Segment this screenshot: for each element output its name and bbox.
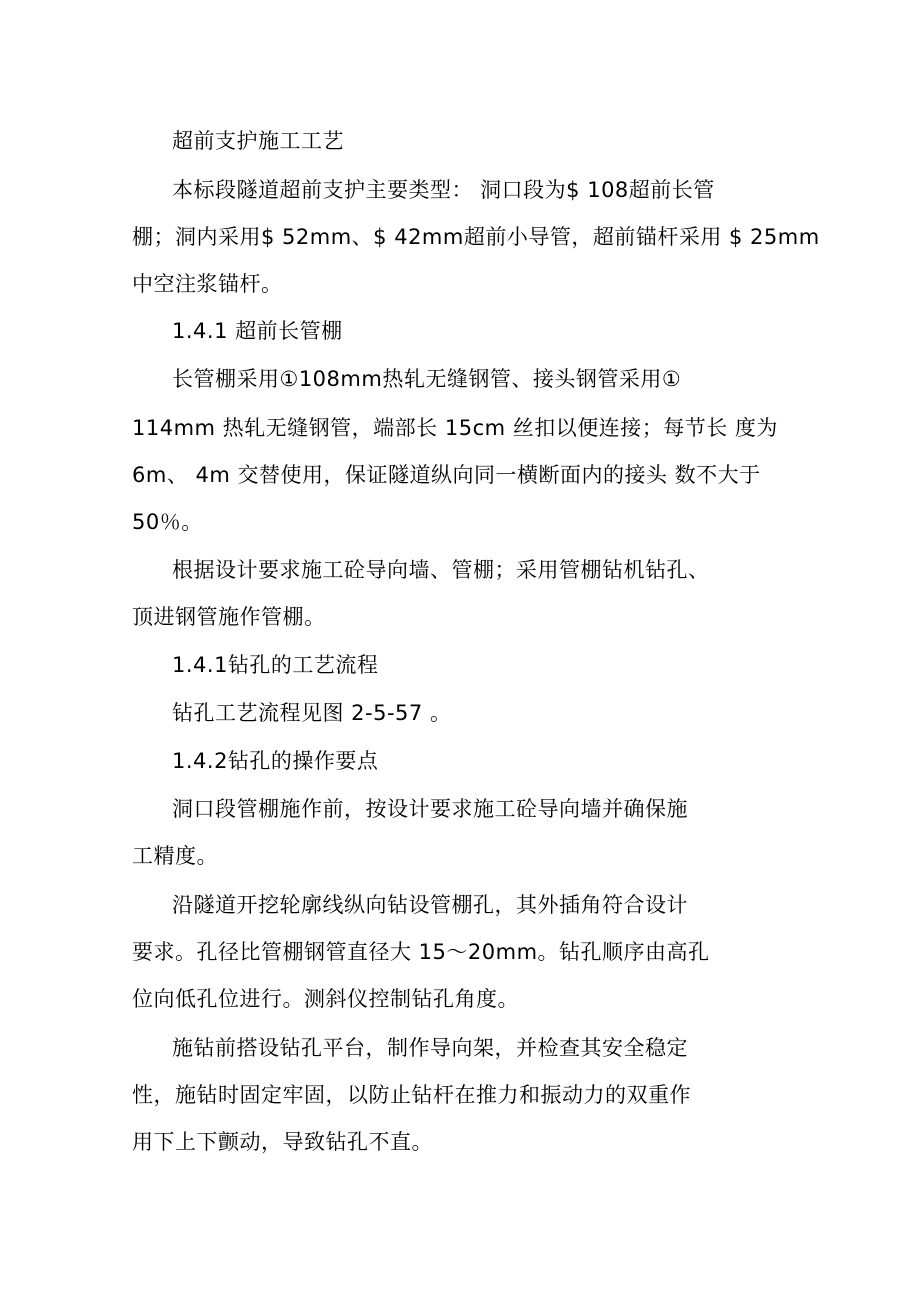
paragraph-line: 沿隧道开挖轮廓线纵向钻设管棚孔，其外插角符合设计	[172, 893, 688, 917]
paragraph-line: 要求。孔径比管棚钢管直径大 15～20mm。钻孔顺序由高孔	[132, 940, 710, 964]
paragraph-line: 顶进钢管施作管棚。	[132, 605, 326, 629]
paragraph-line: 6m、 4m 交替使用，保证隧道纵向同一横断面内的接头 数不大于	[132, 463, 761, 487]
subsection-heading: 1.4.1钻孔的工艺流程	[172, 653, 379, 677]
paragraph-line: 棚；洞内采用$ 52mm、$ 42mm超前小导管，超前锚杆采用 $ 25mm	[132, 225, 820, 249]
paragraph-line: 施钻前搭设钻孔平台，制作导向架，并检查其安全稳定	[172, 1036, 688, 1060]
paragraph-line: 中空注浆锚杆。	[132, 272, 283, 296]
paragraph-line: 用下上下颤动，导致钻孔不直。	[132, 1130, 433, 1154]
paragraph-line: 长管棚采用①108mm热轧无缝钢管、接头钢管采用①	[172, 367, 682, 391]
paragraph-line: 钻孔工艺流程见图 2-5-57 。	[172, 701, 452, 725]
paragraph-line: 洞口段管棚施作前，按设计要求施工砼导向墙并确保施	[172, 797, 688, 821]
paragraph-line: 根据设计要求施工砼导向墙、管棚；采用管棚钻机钻孔、	[172, 558, 710, 582]
paragraph-line: 位向低孔位进行。测斜仪控制钻孔角度。	[132, 987, 519, 1011]
paragraph-line: 本标段隧道超前支护主要类型： 洞口段为$ 108超前长管	[172, 178, 715, 202]
subsection-heading: 1.4.1 超前长管棚	[172, 319, 343, 343]
paragraph-line: 114mm 热轧无缝钢管，端部长 15cm 丝扣以便连接；每节长 度为	[132, 416, 778, 440]
paragraph-line: 50％。	[132, 510, 203, 534]
section-title: 超前支护施工工艺	[172, 129, 344, 153]
subsection-heading: 1.4.2钻孔的操作要点	[172, 749, 379, 773]
paragraph-line: 性，施钻时固定牢固，以防止钻杆在推力和振动力的双重作	[132, 1083, 691, 1107]
paragraph-line: 工精度。	[132, 844, 218, 868]
